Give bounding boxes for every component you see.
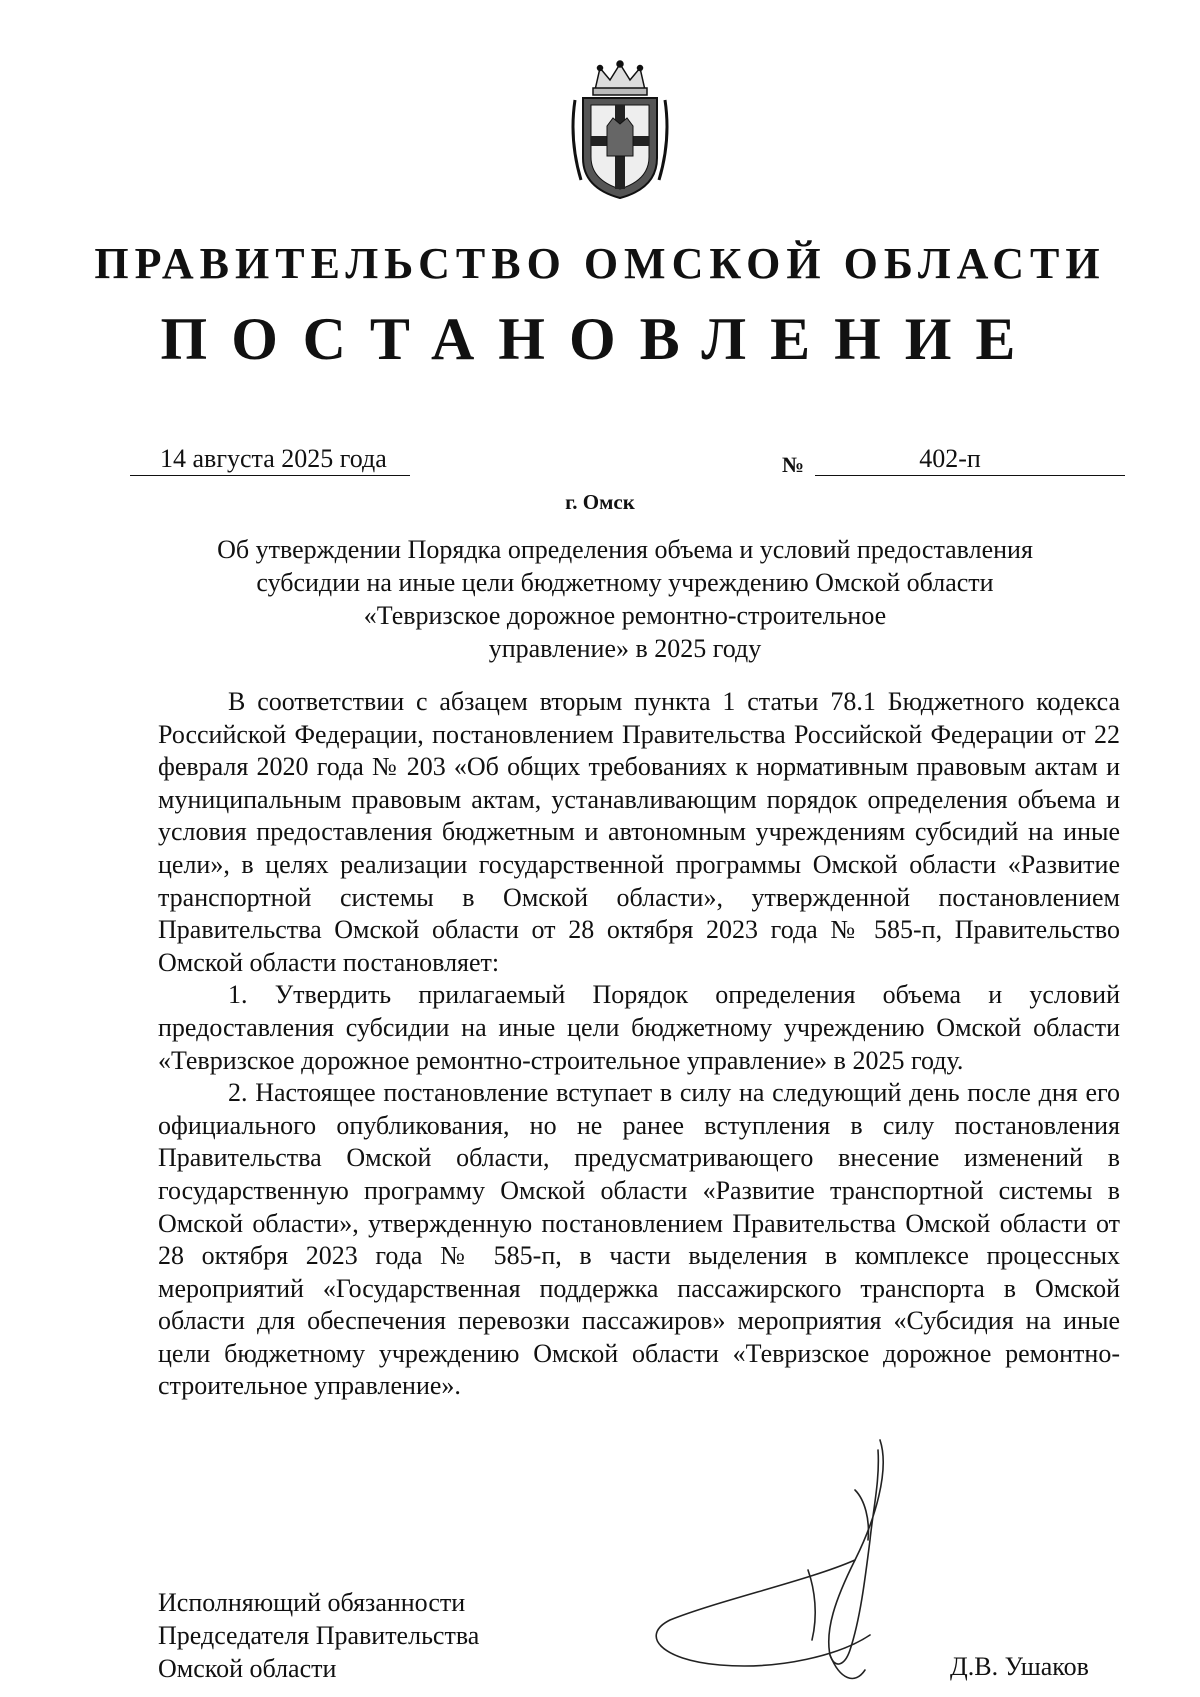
signatory-name: Д.В. Ушаков — [950, 1652, 1089, 1681]
document-type-title: ПОСТАНОВЛЕНИЕ — [160, 306, 1040, 372]
subject-line: «Тевризское дорожное ремонтно-строительное — [363, 601, 887, 630]
subject-line: Об утверждении Порядка определения объема и условий предоставления — [217, 535, 1033, 564]
handwritten-signature — [640, 1430, 980, 1690]
document-number: 402-п — [815, 443, 1125, 476]
subject-line: управление» в 2025 году — [488, 634, 762, 663]
document-body — [158, 686, 1120, 1403]
body-paragraph-item-1: 1. Утвердить прилагаемый Порядок определения объема и условий предоставления субсидии на иные цели бюджетному учреждению Омской области «Тевризское дорожное ремонтно-строительное управление» в 2025 году. — [158, 980, 1120, 1075]
signatory-title-line: Омской области — [158, 1654, 337, 1683]
government-title: ПРАВИТЕЛЬСТВО ОМСКОЙ ОБЛАСТИ — [94, 239, 1106, 288]
body-paragraph-item-2: 2. Настоящее постановление вступает в силу на следующий день после дня его официального опубликования, но не ранее вступления в силу постановления Правительства Омской области, предусматривающего внесение изменений в государственную программу Омской области «Развитие транспортной системы в Омской области», утвержденную постановлением Правительства Омской области от 28 октября 2023 года № 585-п, в части выделения в комплексе процессных мероприятий «Государственная поддержка пассажирского транспорта в Омской области для обеспечения перевозки пассажиров» мероприятия «Субсидия на иные цели бюджетному учреждению Омской области «Тевризское дорожное ремонтно-строительное управление». — [158, 1078, 1120, 1401]
signatory-title-line: Председателя Правительства — [158, 1621, 480, 1650]
number-label: № — [782, 452, 805, 477]
signatory-title — [158, 1586, 479, 1685]
document-date: 14 августа 2025 года — [130, 443, 410, 476]
city-label: г. Омск — [565, 490, 635, 514]
body-paragraph-preamble: В соответствии с абзацем вторым пункта 1 статьи 78.1 Бюджетного кодекса Российской Федерации, постановлением Правительства Российской Федерации от 22 февраля 2020 года № 203 «Об общих требованиях к нормативным правовым актам и муниципальным правовым актам, устанавливающим порядок определения объема и условия предоставления бюджетным и автономным учреждениям субсидий на иные цели», в целях реализации государственной программы Омской области «Развитие транспортной системы в Омской области», утвержденной постановлением Правительства Омской области от 28 октября 2023 года № 585-п, Правительство Омской области постановляет: — [158, 687, 1120, 977]
subject-line: субсидии на иные цели бюджетному учреждению Омской области — [256, 568, 994, 597]
document-subject — [160, 533, 1090, 665]
coat-of-arms-icon — [565, 60, 675, 200]
signatory-title-line: Исполняющий обязанности — [158, 1588, 466, 1617]
